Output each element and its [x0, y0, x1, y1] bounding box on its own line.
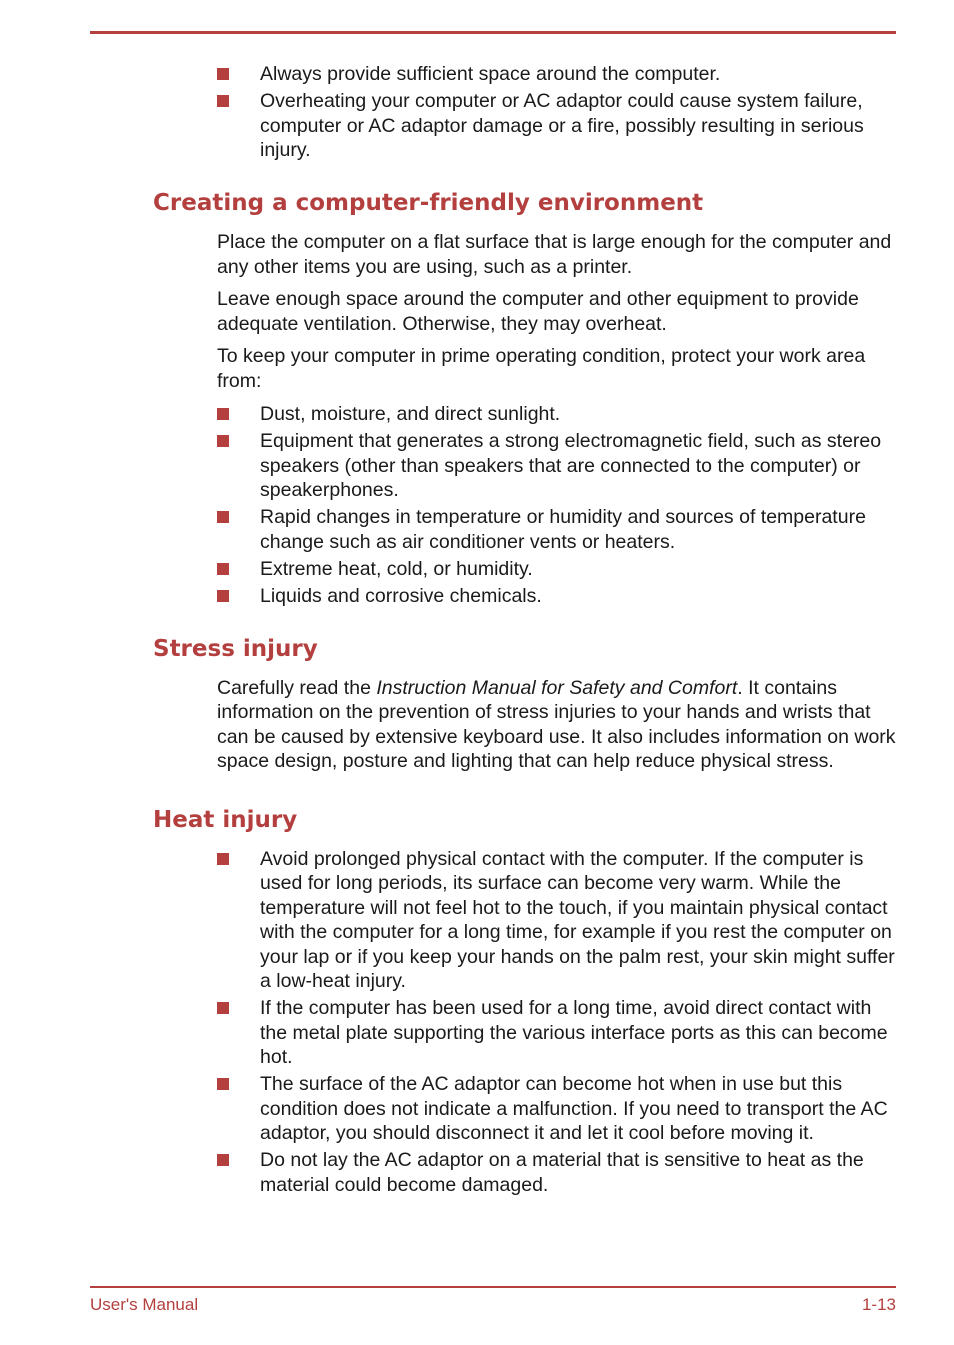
intro-bullet-list: [90, 62, 898, 163]
list-item: Avoid prolonged physical contact with the computer. If the computer is used for long periods, its surface can become very warm. While the temperature will not feel hot to the touch, if you maintain physical contact with the computer for a long time, for example if you rest the computer on your lap or if you keep your hands on the palm rest, your skin might suffer a low-heat injury.: [260, 847, 898, 994]
heat-bullet-list: [90, 847, 898, 1198]
list-item: Dust, moisture, and direct sunlight.: [260, 402, 898, 427]
paragraph: Place the computer on a flat surface that is large enough for the computer and any other items you are using, such as a printer.: [217, 231, 892, 278]
page-content: [90, 62, 898, 1200]
square-bullet-icon: [217, 511, 229, 523]
square-bullet-icon: [217, 1002, 229, 1014]
list-item: Always provide sufficient space around the computer.: [260, 62, 898, 87]
square-bullet-icon: [217, 1154, 229, 1166]
paragraph: To keep your computer in prime operating condition, protect your work area from:: [217, 345, 866, 392]
page-number: 1-13: [861, 1295, 896, 1314]
environment-bullet-list: [90, 402, 898, 608]
list-item: Rapid changes in temperature or humidity and sources of temperature change such as air conditioner vents or heaters.: [260, 505, 898, 554]
section-heading-environment: Creating a computer-friendly environment: [153, 190, 704, 216]
list-item: If the computer has been used for a long time, avoid direct contact with the metal plate supporting the various interface ports as this can become hot.: [260, 996, 898, 1070]
square-bullet-icon: [217, 563, 229, 575]
list-item: Do not lay the AC adaptor on a material that is sensitive to heat as the material could become damaged.: [260, 1148, 898, 1197]
list-item: Equipment that generates a strong electromagnetic field, such as stereo speakers (other than speakers that are connected to the computer) or speakerphones.: [260, 429, 898, 503]
manual-title: Instruction Manual for Safety and Comfort: [376, 676, 738, 699]
paragraph: Leave enough space around the computer and other equipment to provide adequate ventilation. Otherwise, they may overheat.: [217, 288, 859, 335]
footer-rule: [90, 1286, 896, 1288]
square-bullet-icon: [217, 435, 229, 447]
header-rule: [90, 31, 896, 34]
square-bullet-icon: [217, 95, 229, 107]
square-bullet-icon: [217, 68, 229, 80]
list-item: Liquids and corrosive chemicals.: [260, 584, 898, 609]
square-bullet-icon: [217, 853, 229, 865]
stress-paragraph: Carefully read the Instruction Manual for Safety and Comfort. It contains information on the prevention of stress injuries to your hands and wrists that can be caused by extensive keyboard use. It also includes information on work space design, posture and lighting that can help reduce physical stress.: [217, 676, 896, 772]
list-item: Overheating your computer or AC adaptor could cause system failure, computer or AC adaptor damage or a fire, possibly resulting in serious injury.: [260, 89, 898, 163]
square-bullet-icon: [217, 1078, 229, 1090]
section-heading-stress: Stress injury: [153, 635, 318, 662]
section-heading-heat: Heat injury: [153, 806, 298, 833]
list-item: The surface of the AC adaptor can become hot when in use but this condition does not indicate a malfunction. If you need to transport the AC adaptor, you should disconnect it and let it cool before moving it.: [260, 1072, 898, 1146]
square-bullet-icon: [217, 590, 229, 602]
square-bullet-icon: [217, 408, 229, 420]
list-item: Extreme heat, cold, or humidity.: [260, 557, 898, 582]
footer-manual-label: User's Manual: [90, 1295, 199, 1314]
